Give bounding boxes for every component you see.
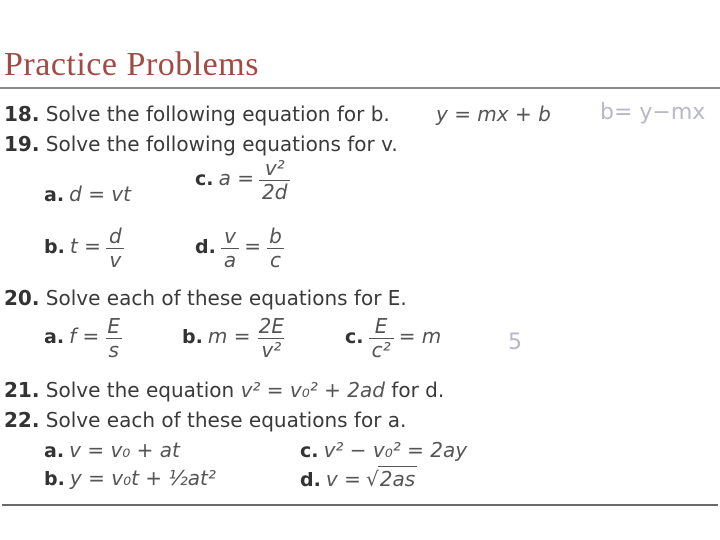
fraction: [369, 316, 394, 361]
problem-20a: [44, 316, 123, 361]
title-divider: [0, 87, 720, 89]
problem-22d: [300, 466, 417, 491]
equation: v² − v₀² = 2ay: [323, 438, 468, 462]
part-label: b.: [182, 326, 203, 348]
equation-18: y = mx + b: [436, 102, 551, 126]
problem-text: Solve the following equation for b.: [45, 102, 390, 126]
numerator: d: [108, 224, 122, 248]
equation: v² = v₀² + 2ad: [240, 378, 385, 402]
numerator: 2E: [258, 314, 284, 338]
denominator: v²: [258, 338, 284, 361]
problem-22a: [44, 438, 180, 462]
bottom-divider: [2, 504, 718, 506]
denominator: 2d: [259, 180, 290, 203]
equation-rhs: = m: [398, 324, 442, 348]
denominator: c: [267, 248, 284, 271]
numerator: v: [224, 224, 236, 248]
problem-20c: [345, 316, 441, 361]
part-label: a.: [44, 184, 65, 206]
denominator: a: [221, 248, 239, 271]
part-label: a.: [44, 440, 65, 462]
equation-lhs: v =: [325, 467, 361, 491]
problem-text: Solve each of these equations for a.: [45, 408, 407, 432]
equals-sign: =: [244, 234, 262, 258]
numerator: b: [269, 224, 282, 248]
fraction: [256, 316, 287, 361]
problem-22: [4, 408, 406, 432]
problem-number: 21.: [4, 378, 40, 402]
handwritten-note-18: b= y−mx: [600, 100, 706, 125]
part-label: b.: [44, 468, 65, 490]
problem-19c: [195, 158, 290, 203]
problem-19b: [44, 226, 125, 271]
handwritten-note-20: 5: [508, 330, 522, 355]
part-label: c.: [300, 440, 319, 462]
part-label: d.: [300, 469, 321, 491]
problem-18: [4, 102, 390, 126]
fraction: [106, 226, 125, 271]
denominator: s: [106, 338, 122, 361]
problem-22b: [44, 466, 216, 490]
equation-lhs: a =: [218, 166, 254, 190]
problem-text: Solve each of these equations for E.: [45, 286, 407, 310]
equation-lhs: t =: [69, 234, 101, 258]
problem-19: [4, 132, 398, 156]
problem-number: 20.: [4, 286, 40, 310]
problem-text: Solve the following equations for v.: [45, 132, 398, 156]
equation: v = v₀ + at: [69, 438, 180, 462]
denominator: v: [106, 248, 124, 271]
problem-text: Solve the equation: [45, 378, 235, 402]
numerator: v²: [264, 156, 285, 180]
numerator: E: [374, 314, 388, 338]
part-label: c.: [345, 326, 364, 348]
problem-text-end: for d.: [391, 378, 445, 402]
part-label: b.: [44, 236, 65, 258]
problem-number: 18.: [4, 102, 40, 126]
problem-19a: [44, 182, 131, 206]
fraction: [259, 158, 290, 203]
problem-number: 22.: [4, 408, 40, 432]
equation: d = vt: [69, 182, 131, 206]
page-title: Practice Problems: [4, 46, 259, 83]
problem-20: [4, 286, 407, 310]
sqrt-icon: √: [365, 467, 379, 491]
problem-20b: [182, 316, 287, 361]
equation-lhs: f =: [69, 324, 100, 348]
denominator: c²: [369, 338, 394, 361]
problem-21: [4, 378, 444, 402]
part-label: a.: [44, 326, 65, 348]
problem-22c: [300, 438, 467, 462]
part-label: d.: [195, 236, 216, 258]
problem-19d: [195, 226, 285, 271]
fraction-left: [221, 226, 239, 271]
equation-lhs: m =: [207, 324, 251, 348]
fraction-right: [266, 226, 285, 271]
problem-number: 19.: [4, 132, 40, 156]
equation: y = v₀t + ½at²: [69, 466, 216, 490]
fraction: [104, 316, 123, 361]
radicand: 2as: [379, 467, 416, 491]
part-label: c.: [195, 168, 214, 190]
numerator: E: [107, 314, 121, 338]
